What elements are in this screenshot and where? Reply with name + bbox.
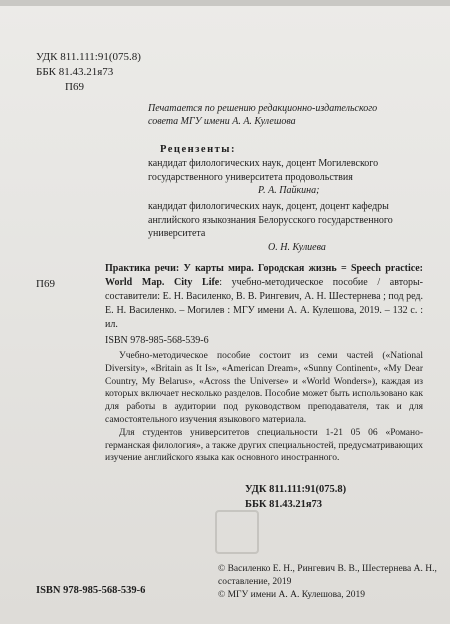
page-edge xyxy=(0,0,450,6)
reviewer-2 xyxy=(148,200,433,254)
abstract xyxy=(105,350,423,465)
reviewer-2-line: кандидат филологических наук, доцент, доцент кафедры английского языкознания Белорусского государственного университета xyxy=(148,201,393,239)
copyright-block xyxy=(218,563,443,602)
approval-note: Печатается по решению редакционно-издательского совета МГУ имени А. А. Кулешова xyxy=(148,103,378,127)
abstract-p2: Для студентов университетов специальности 1-21 05 06 «Романо-германская филология», а также других специальностей, предусматривающих изучение английского языка как основного иностранного. xyxy=(105,427,423,464)
copyright-2: © МГУ имени А. А. Кулешова, 2019 xyxy=(218,590,366,600)
isbn-bottom: ISBN 978-985-568-539-6 xyxy=(36,585,146,596)
catalog-code: П69 xyxy=(36,278,55,290)
udk-bottom: УДК 811.111:91(075.8) xyxy=(245,484,347,495)
faint-stamp-mark xyxy=(215,510,259,554)
copyright-1: © Василенко Е. Н., Рингевич В. В., Шестернева А. Н., составление, 2019 xyxy=(218,564,437,587)
catalog-entry xyxy=(105,262,423,332)
catalog-rest: : учебно-методическое пособие / авторы-составители: Е. Н. Василенко, В. В. Рингевич, А. Н. Шестернева ; под ред. Е. Н. Василенко. – Могилев : МГУ имени А. А. Кулешова, 2019. – 132 с. : ил. xyxy=(105,277,423,330)
reviewers-title: Рецензенты: xyxy=(160,144,236,155)
reviewer-1-name: Р. А. Пайкина; xyxy=(258,185,320,196)
reviewer-1-line: кандидат филологических наук, доцент Могилевского государственного университета продовольствия xyxy=(148,158,379,183)
code-top: П69 xyxy=(65,81,84,93)
catalog-isbn: ISBN 978-985-568-539-6 xyxy=(105,335,209,346)
catalog-title: Практика речи: У карты мира. Городская жизнь = Speech practice: World Map. City Life xyxy=(105,263,423,288)
bbk-top: ББК 81.43.21я73 xyxy=(36,66,114,78)
reviewer-1 xyxy=(148,157,433,198)
abstract-p1: Учебно-методическое пособие состоит из семи частей («National Diversity», «Britain as It Is», «American Dream», «Sunny Continent», «My Dear Country, My Belarus», «Across the Universe» и «World Wonders»), каждая из которых включает несколько разделов. Пособие может быть использовано как для работы в аудитории под руководством преподавателя, так и для самостоятельного изучения языкового материала. xyxy=(105,351,423,425)
reviewer-2-name: О. Н. Кулиева xyxy=(268,241,326,253)
bbk-bottom: ББК 81.43.21я73 xyxy=(245,499,323,510)
udk-top: УДК 811.111:91(075.8) xyxy=(36,51,141,63)
